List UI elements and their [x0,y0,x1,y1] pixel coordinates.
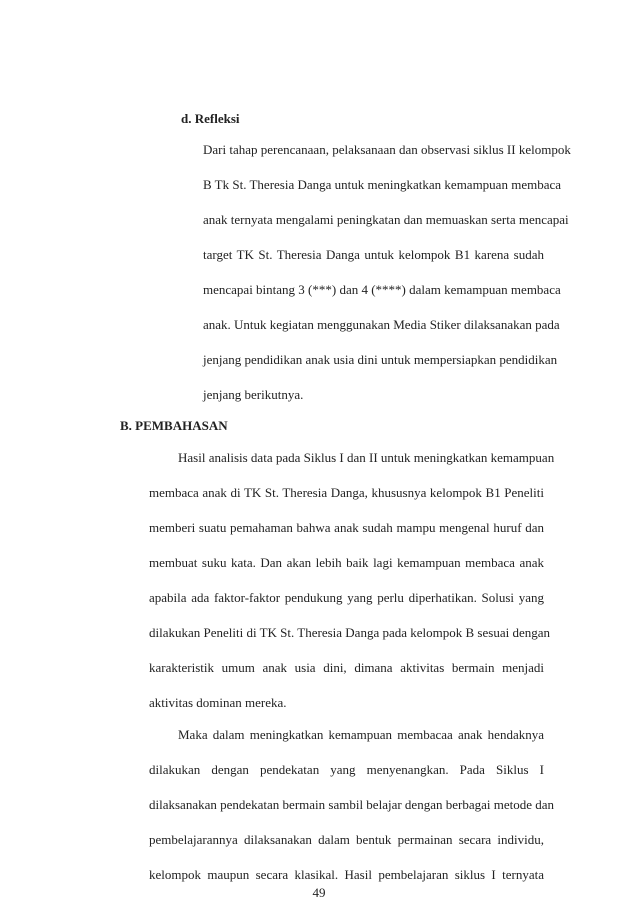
paragraph-line: aktivitas dominan mereka. [149,695,287,710]
paragraph-line: Hasil analisis data pada Siklus I dan II untuk meningkatkan kemampuan [178,450,555,465]
paragraph-line: memberi suatu pemahaman bahwa anak sudah mampu mengenal huruf dan [149,520,544,535]
paragraph-line: mencapai bintang 3 (***) dan 4 (****) dalam kemampuan membaca [203,282,561,297]
section-heading-pembahasan: B. PEMBAHASAN [120,418,228,433]
paragraph-line: membaca anak di TK St. Theresia Danga, khususnya kelompok B1 Peneliti [149,485,544,500]
paragraph-line: jenjang pendidikan anak usia dini untuk mempersiapkan pendidikan [203,352,558,367]
paragraph-line: Maka dalam meningkatkan kemampuan membacaa anak hendaknya [178,727,544,742]
paragraph-line: dilakukan dengan pendekatan yang menyenangkan. Pada Siklus I [149,762,544,777]
paragraph-line: B Tk St. Theresia Danga untuk meningkatkan kemampuan membaca [203,177,562,192]
paragraph-line: dilaksanakan pendekatan bermain sambil belajar dengan berbagai metode dan [149,797,554,812]
paragraph-line: anak ternyata mengalami peningkatan dan memuaskan serta mencapai [203,212,569,227]
paragraph-line: target TK St. Theresia Danga untuk kelompok B1 karena sudah [203,247,544,262]
paragraph-line: pembelajarannya dilaksanakan dalam bentuk permainan secara individu, [149,832,544,847]
paragraph-line: apabila ada faktor-faktor pendukung yang perlu diperhatikan. Solusi yang [149,590,544,605]
paragraph-line: anak. Untuk kegiatan menggunakan Media Stiker dilaksanakan pada [203,317,560,332]
paragraph-line: dilakukan Peneliti di TK St. Theresia Danga pada kelompok B sesuai dengan [149,625,550,640]
subsection-heading-refleksi: d. Refleksi [181,111,240,126]
paragraph-line: Dari tahap perencanaan, pelaksanaan dan observasi siklus II kelompok [203,142,571,157]
paragraph-line: kelompok maupun secara klasikal. Hasil pembelajaran siklus I ternyata [149,867,544,882]
paragraph-line: membuat suku kata. Dan akan lebih baik lagi kemampuan membaca anak [149,555,544,570]
paragraph-line: jenjang berikutnya. [203,387,304,402]
paragraph-line: karakteristik umum anak usia dini, dimana aktivitas bermain menjadi [149,660,544,675]
page-number: 49 [312,885,326,900]
